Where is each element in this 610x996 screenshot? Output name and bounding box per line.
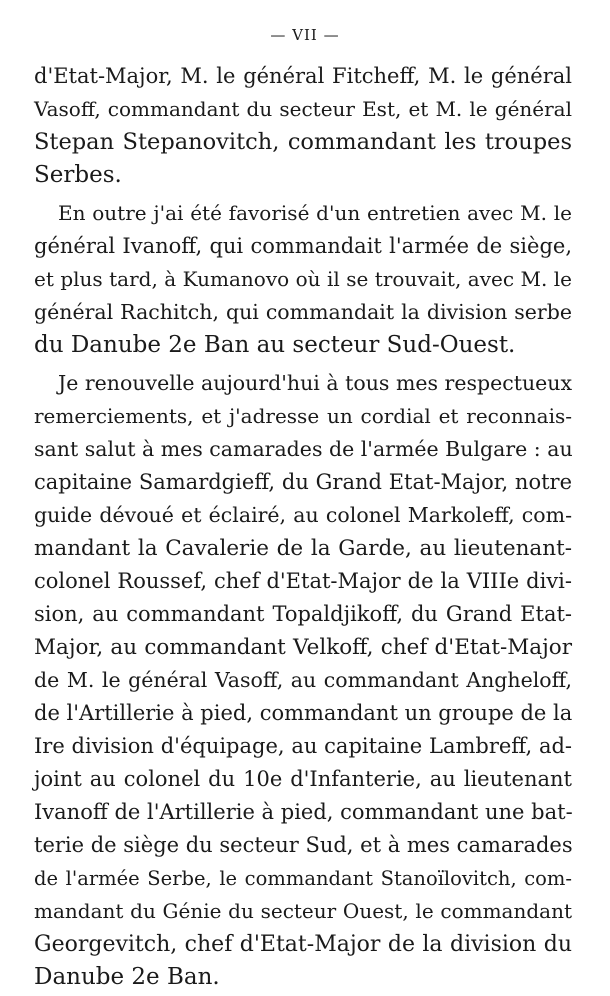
text-line: Georgevitch, chef d'Etat-Major de la division du [34,932,572,957]
text-line: d'Etat-Major, M. le général Fitcheff, M. le général [34,64,572,88]
text-line: de M. le général Vasoff, au commandant Angheloff, [34,668,572,692]
text-line: colonel Roussef, chef d'Etat-Major de la VIIIe divi- [34,569,572,593]
text-line: remerciements, et j'adresse un cordial et reconnais- [34,404,572,428]
text-line: général Rachitch, qui commandait la division serbe [34,300,572,324]
text-line: et plus tard, à Kumanovo où il se trouvait, avec M. le [34,267,572,291]
text-line: général Ivanoff, qui commandait l'armée de siège, [34,234,572,258]
text-line: joint au colonel du 10e d'Infanterie, au lieutenant [34,767,572,791]
text-line: mandant du Génie du secteur Ouest, le commandant [34,899,572,923]
text-line: Major, au commandant Velkoff, chef d'Etat-Major [34,635,572,660]
text-line: capitaine Samardgieff, du Grand Etat-Major, notre [34,470,572,494]
text-line: mandant la Cavalerie de la Garde, au lieutenant- [34,536,572,561]
text-line: Stepan Stepanovitch, commandant les troupes [34,129,572,155]
text-line: Vasoff, commandant du secteur Est, et M. le général [34,97,572,121]
paragraph [34,367,572,994]
paragraph [34,197,572,362]
text-line: guide dévoué et éclairé, au colonel Markoleff, com- [34,503,572,527]
text-line: sant salut à mes camarades de l'armée Bulgare : au [34,437,573,461]
text-line: de l'Artillerie à pied, commandant un groupe de la [34,701,573,725]
text-line: de l'armée Serbe, le commandant Stanoïlovitch, com- [34,867,572,890]
paragraph [34,60,572,192]
text-line: Ire division d'équipage, au capitaine Lambreff, ad- [34,734,572,758]
text-line: Danube 2e Ban. [34,964,220,990]
text-line: Serbes. [34,162,122,188]
text-line: En outre j'ai été favorisé d'un entretien avec M. le [58,201,572,225]
text-line: sion, au commandant Topaldjikoff, du Grand Etat- [34,602,572,626]
page-number: — VII — [270,26,340,44]
text-line: terie de siège du secteur Sud, et à mes camarades [34,833,573,857]
body-text [34,60,572,994]
text-line: du Danube 2e Ban au secteur Sud-Ouest. [34,332,516,358]
text-line: Ivanoff de l'Artillerie à pied, commandant une bat- [34,800,573,824]
text-line: Je renouvelle aujourd'hui à tous mes respectueux [58,371,573,395]
